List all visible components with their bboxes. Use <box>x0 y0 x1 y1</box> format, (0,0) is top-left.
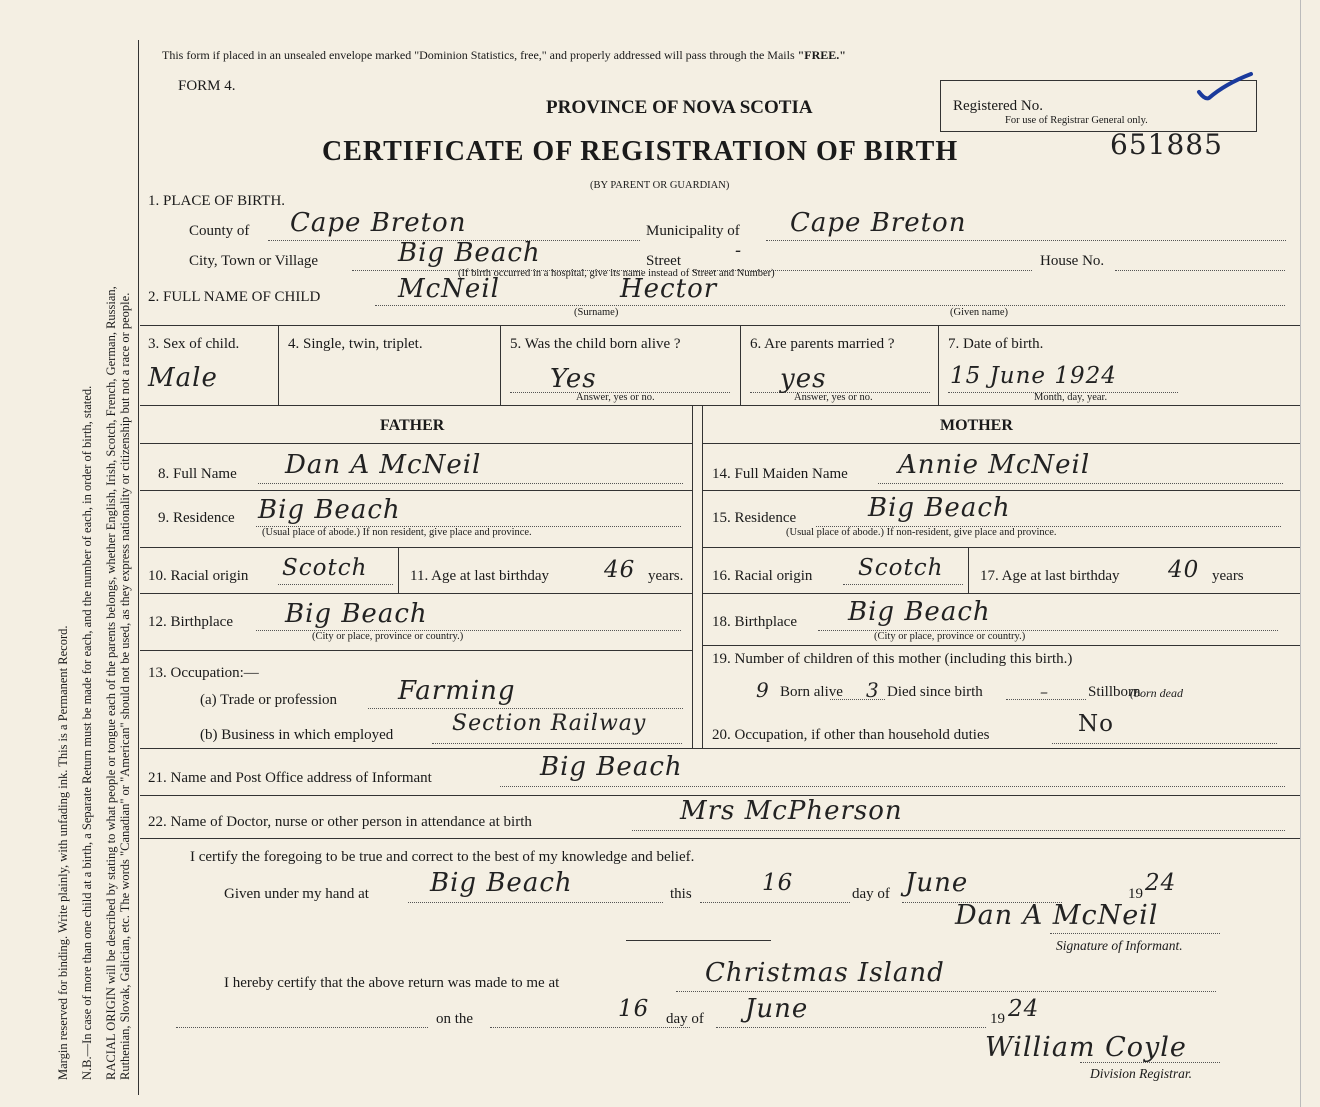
father-name-label: 8. Full Name <box>158 466 237 482</box>
father-name-value: Dan A McNeil <box>285 450 482 480</box>
mother-name-value: Annie McNeil <box>898 450 1091 480</box>
father-racial-value: Scotch <box>282 555 368 581</box>
mother-died-dash: – <box>1040 682 1049 701</box>
registrar-month-value: June <box>745 994 809 1024</box>
father-residence-note: (Usual place of abode.) If non resident, give place and province. <box>262 527 532 538</box>
side-note-line-4: Ruthenian, Slovak, Galician, etc. The words "Canadian" or "American" should not be used, as they express nationality or citizenship but not a race or people. <box>118 292 132 1080</box>
street-label: Street <box>646 253 681 269</box>
father-trade-value: Farming <box>398 676 516 706</box>
county-value: Cape Breton <box>290 208 467 238</box>
form-number: FORM 4. <box>178 78 236 94</box>
day-of-label: day of <box>852 886 890 902</box>
father-racial-label: 10. Racial origin <box>148 568 249 584</box>
mother-residence-label: 15. Residence <box>712 510 797 526</box>
mother-born-alive-label: Born alive <box>780 684 843 700</box>
mother-racial-label: 16. Racial origin <box>712 568 813 584</box>
mother-age-value: 40 <box>1168 557 1200 583</box>
informant-label: 21. Name and Post Office address of Informant <box>148 770 432 786</box>
municipality-label: Municipality of <box>646 223 740 239</box>
parents-married-caption: Answer, yes or no. <box>794 392 873 403</box>
mother-name-label: 14. Full Maiden Name <box>712 466 848 482</box>
dob-caption: Month, day, year. <box>1034 392 1108 403</box>
street-value: - <box>735 240 743 261</box>
certificate-title: CERTIFICATE OF REGISTRATION OF BIRTH <box>322 136 959 167</box>
child-given-name: Hector <box>620 274 718 304</box>
check-mark-icon <box>1195 70 1255 111</box>
certificate-subtitle: (BY PARENT OR GUARDIAN) <box>590 180 730 191</box>
hospital-note: (If birth occurred in a hospital, give its name instead of Street and Number) <box>458 268 775 279</box>
parents-married-value: yes <box>780 364 827 394</box>
father-birthplace-note: (City or place, province or country.) <box>312 631 464 642</box>
given-name-caption: (Given name) <box>950 307 1009 318</box>
on-the-label: on the <box>436 1011 474 1027</box>
mother-racial-value: Scotch <box>858 555 944 581</box>
registrar-day-of-label: day of <box>666 1011 704 1027</box>
side-note-line-3: RACIAL ORIGIN will be described by stating to what people or tongue each of the parents belongs, whether English, Irish, Scotch, French, German, Russian, <box>104 286 118 1080</box>
father-years-label: years. <box>648 568 684 584</box>
born-alive-caption: Answer, yes or no. <box>576 392 655 403</box>
mother-years-label: years <box>1212 568 1244 584</box>
registrar-signature: William Coyle <box>985 1032 1187 1063</box>
mother-children-label: 19. Number of children of this mother (including this birth.) <box>712 651 1073 667</box>
mother-stillborn-label: Stillborn <box>1088 684 1141 700</box>
informant-signature-caption: Signature of Informant. <box>1056 938 1183 953</box>
mother-residence-note: (Usual place of abode.) If non-resident, give place and province. <box>786 527 1057 538</box>
municipality-value: Cape Breton <box>790 208 967 238</box>
born-alive-label: 5. Was the child born alive ? <box>510 336 681 352</box>
father-birthplace-value: Big Beach <box>285 599 428 629</box>
city-value: Big Beach <box>398 238 541 268</box>
given-day-value: 16 <box>762 870 794 896</box>
born-alive-value: Yes <box>550 364 597 394</box>
mail-notice: This form if placed in an unsealed envelope marked "Dominion Statistics, free," and properly addressed will pass through the Mails "FREE." <box>162 48 846 62</box>
plurality-label: 4. Single, twin, triplet. <box>288 336 423 352</box>
father-occupation-label: 13. Occupation:— <box>148 665 259 681</box>
mother-died-value: 3 <box>866 678 880 702</box>
mother-birthplace-note: (City or place, province or country.) <box>874 631 1026 642</box>
left-border <box>138 40 139 1095</box>
given-month-value: June <box>905 868 969 898</box>
mother-died-label: Died since birth <box>887 684 983 700</box>
given-place-value: Big Beach <box>430 868 573 898</box>
informant-value: Big Beach <box>540 752 683 782</box>
registrar-statement: I hereby certify that the above return was made to me at <box>224 975 560 991</box>
father-trade-label: (a) Trade or profession <box>200 692 338 708</box>
registrar-place-value: Christmas Island <box>705 958 945 988</box>
father-age-label: 11. Age at last birthday <box>410 568 549 584</box>
father-residence-label: 9. Residence <box>158 510 235 526</box>
registrar-caption: Division Registrar. <box>1090 1066 1193 1081</box>
mother-age-label: 17. Age at last birthday <box>980 568 1120 584</box>
father-birthplace-label: 12. Birthplace <box>148 614 233 630</box>
parents-married-label: 6. Are parents married ? <box>750 336 895 352</box>
child-surname: McNeil <box>398 274 500 304</box>
mother-born-alive-value: 9 <box>756 678 770 702</box>
registrar-year-suffix: 24 <box>1008 996 1040 1022</box>
sex-value: Male <box>148 363 218 393</box>
mother-heading: MOTHER <box>940 417 1013 434</box>
city-label: City, Town or Village <box>189 253 319 269</box>
child-name-label: 2. FULL NAME OF CHILD <box>148 289 321 305</box>
place-of-birth-heading: 1. PLACE OF BIRTH. <box>148 193 286 209</box>
father-age-value: 46 <box>604 557 636 583</box>
certify-statement: I certify the foregoing to be true and correct to the best of my knowledge and belief. <box>190 849 695 865</box>
father-residence-value: Big Beach <box>258 495 401 525</box>
attendant-label: 22. Name of Doctor, nurse or other person in attendance at birth <box>148 814 532 830</box>
father-heading: FATHER <box>380 417 445 434</box>
father-business-label: (b) Business in which employed <box>200 727 394 743</box>
mother-occupation-value: No <box>1078 711 1114 737</box>
registrar-day-value: 16 <box>618 996 650 1022</box>
mother-birthplace-label: 18. Birthplace <box>712 614 797 630</box>
given-year-prefix: 19 <box>1128 886 1143 902</box>
given-under-label: Given under my hand at <box>224 886 369 902</box>
section-divider <box>626 940 771 941</box>
right-torn-edge <box>1300 0 1301 1107</box>
registered-number: 651885 <box>1110 128 1223 161</box>
surname-caption: (Surname) <box>574 307 619 318</box>
registrar-year-prefix: 19 <box>990 1011 1005 1027</box>
mother-occupation-label: 20. Occupation, if other than household duties <box>712 727 990 743</box>
mother-residence-value: Big Beach <box>868 493 1011 523</box>
mother-stillborn-note: (born dead <box>1130 686 1183 700</box>
mother-birthplace-value: Big Beach <box>848 597 991 627</box>
registered-note: For use of Registrar General only. <box>1005 115 1148 126</box>
county-label: County of <box>189 223 250 239</box>
dob-value: 15 June 1924 <box>950 363 1117 389</box>
registered-label: Registered No. <box>953 98 1043 114</box>
side-note-line-1: Margin reserved for binding. Write plainly, with unfading ink. This is a Permanent Record. <box>56 625 70 1080</box>
side-note-line-2: N.B.—In case of more than one child at a birth, a Separate Return must be made for each, and the number of each, in order of birth, stated. <box>80 385 94 1080</box>
house-label: House No. <box>1040 253 1105 269</box>
informant-signature: Dan A McNeil <box>955 900 1159 931</box>
father-business-value: Section Railway <box>452 711 647 736</box>
attendant-value: Mrs McPherson <box>680 796 903 826</box>
dob-label: 7. Date of birth. <box>948 336 1044 352</box>
sex-label: 3. Sex of child. <box>148 336 240 352</box>
given-year-suffix: 24 <box>1145 870 1177 896</box>
province-heading: PROVINCE OF NOVA SCOTIA <box>546 97 813 118</box>
this-label: this <box>670 886 692 902</box>
